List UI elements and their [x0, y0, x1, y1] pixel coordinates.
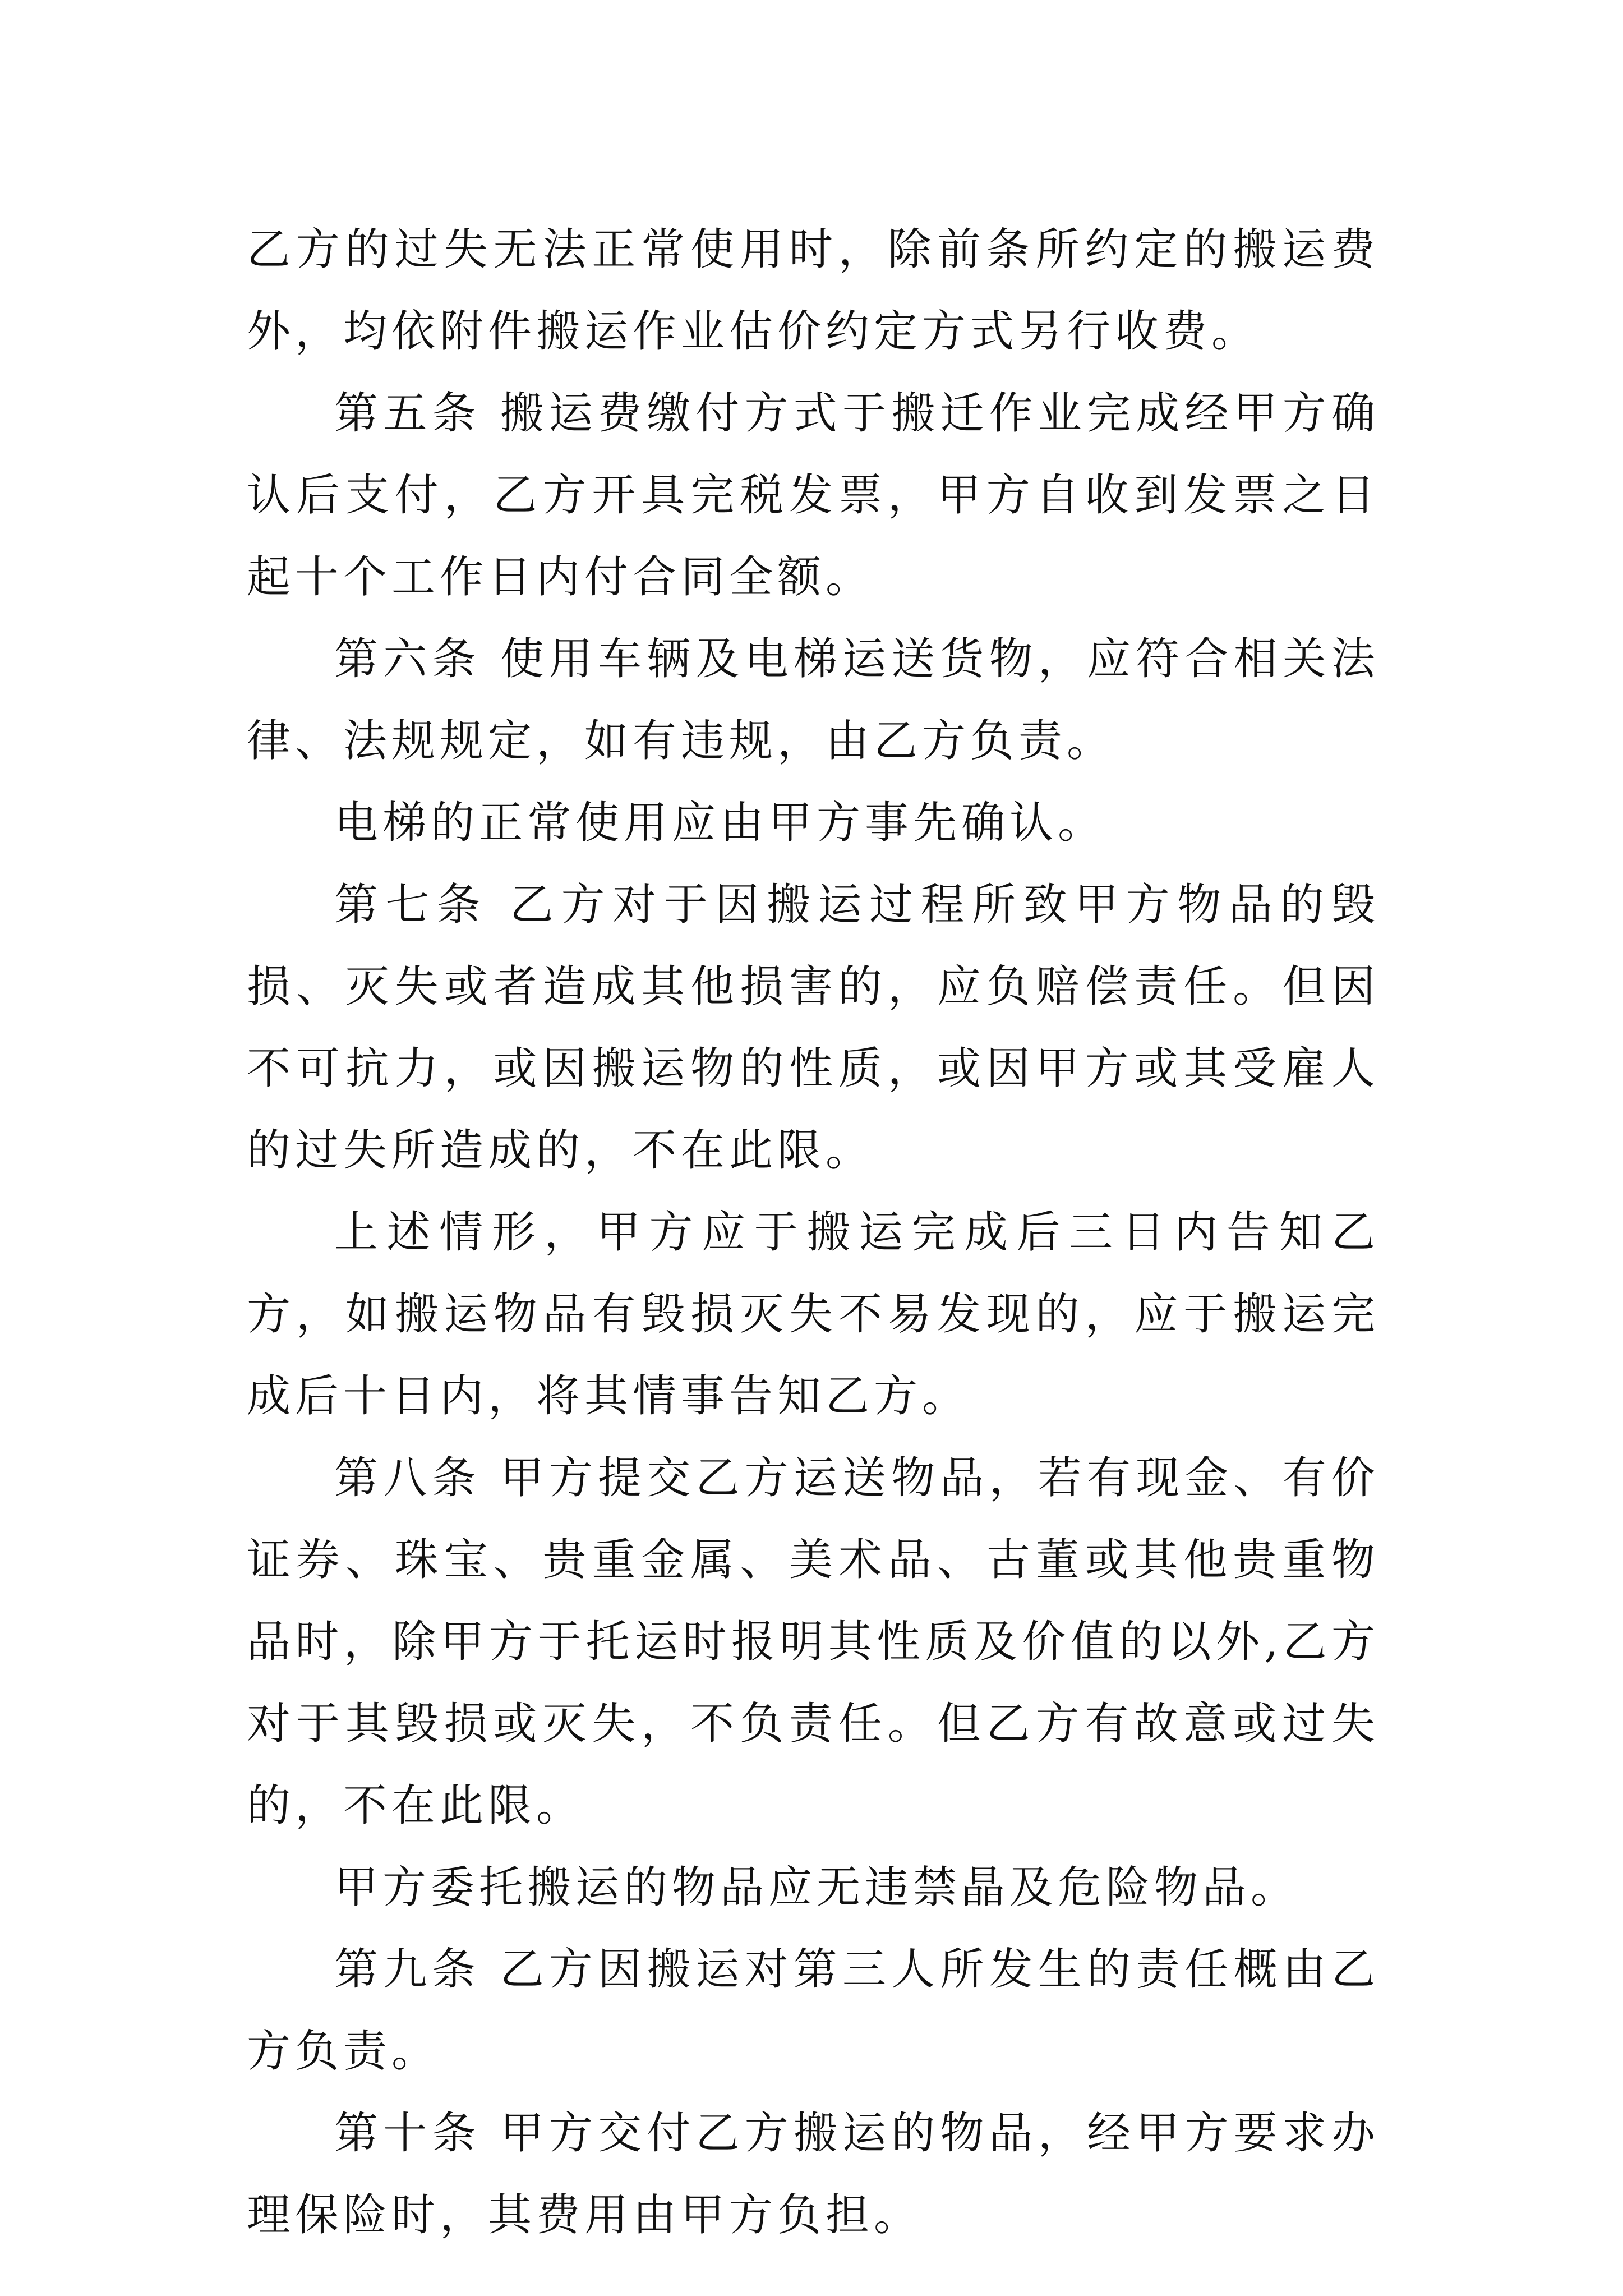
paragraph-article-5: 第五条 搬运费缴付方式于搬迁作业完成经甲方确认后支付，乙方开具完税发票，甲方自收到发票之日起十个工作日内付合同全额。	[247, 388, 1380, 602]
paragraph-article-10: 第十条 甲方交付乙方搬运的物品，经甲方要求办理保险时，其费用由甲方负担。	[247, 2108, 1380, 2240]
paragraph-article-9: 第九条 乙方因搬运对第三人所发生的责任概由乙方负责。	[247, 1944, 1380, 2077]
contract-body	[247, 209, 1380, 2256]
paragraph-article-7: 第七条 乙方对于因搬运过程所致甲方物品的毁损、灭失或者造成其他损害的，应负赔偿责任。但因不可抗力，或因搬运物的性质，或因甲方或其受雇人的过失所造成的，不在此限。	[247, 880, 1380, 1176]
paragraph-article-6: 第六条 使用车辆及电梯运送货物，应符合相关法律、法规规定，如有违规，由乙方负责。	[247, 634, 1380, 766]
paragraph-notice-clause: 上述情形，甲方应于搬运完成后三日内告知乙方，如搬运物品有毁损灭失不易发现的，应于搬运完成后十日内，将其情事告知乙方。	[247, 1207, 1380, 1421]
paragraph-elevator-note: 电梯的正常使用应由甲方事先确认。	[334, 798, 1106, 848]
paragraph-prohibited-items: 甲方委托搬运的物品应无违禁晶及危险物品。	[334, 1862, 1299, 1913]
paragraph-continuation: 乙方的过失无法正常使用时，除前条所约定的搬运费外，均依附件搬运作业估价约定方式另行收费。	[247, 224, 1380, 357]
paragraph-article-8: 第八条 甲方提交乙方运送物品，若有现金、有价证券、珠宝、贵重金属、美术品、古董或其他贵重物品时，除甲方于托运时报明其性质及价值的以外,乙方对于其毁损或灭失，不负责任。但乙方有故意或过失的，不在此限。	[247, 1453, 1380, 1831]
